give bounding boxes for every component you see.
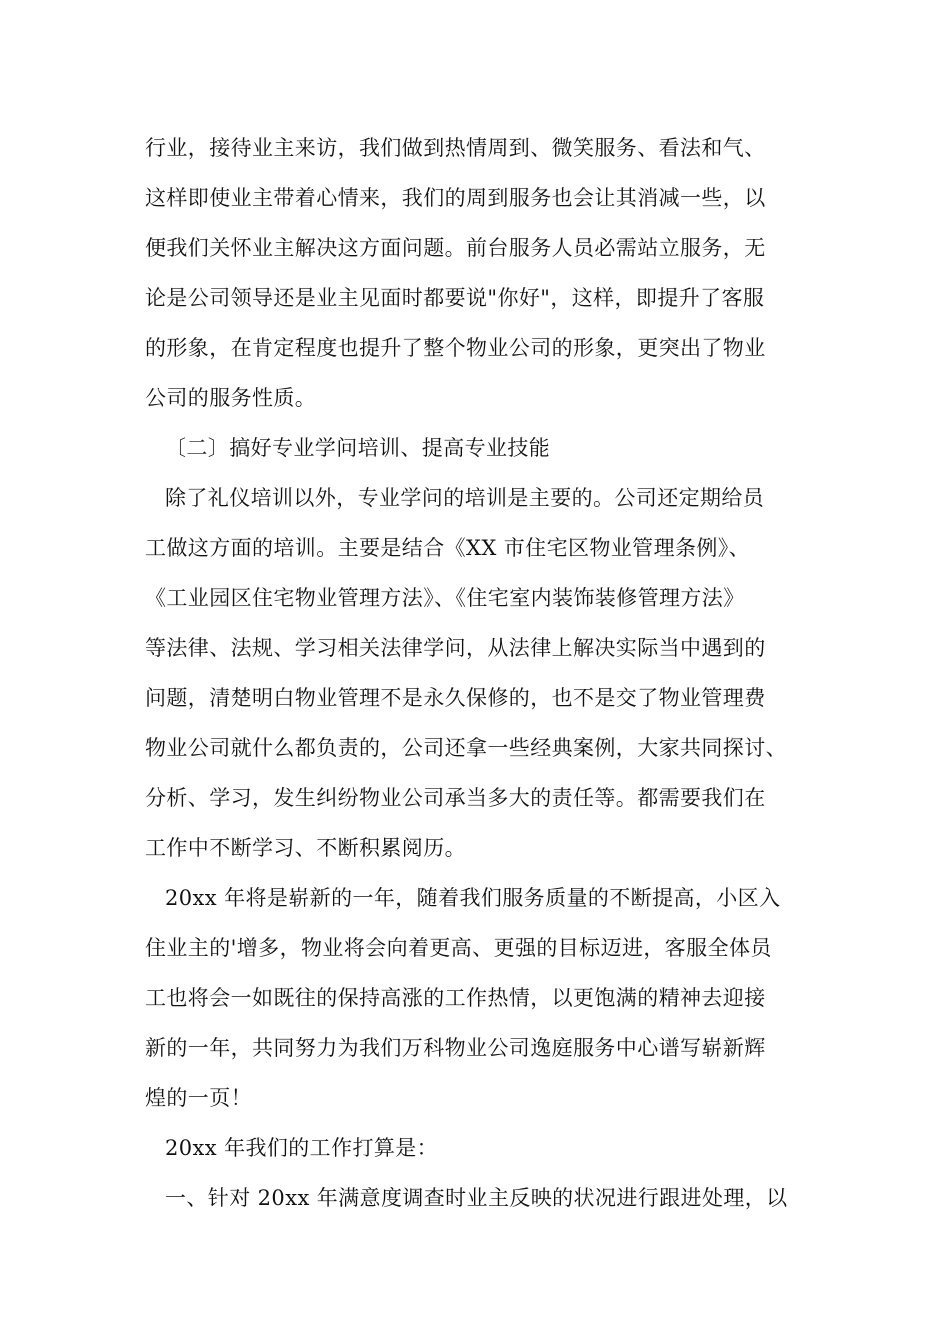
text-line: 公司的服务性质。 [145,386,317,410]
text-line: 新的一年，共同努力为我们万科物业公司逸庭服务中心谱写崭新辉 [145,1036,766,1060]
text-line: 工作中不断学习、不断积累阅历。 [145,836,466,860]
text-line: 住业主的'增多，物业将会向着更高、更强的目标迈进，客服全体员 [145,936,772,960]
text-line: 工做这方面的培训。主要是结合《XX 市住宅区物业管理条例》、 [145,536,751,560]
text-line: 的形象，在肯定程度也提升了整个物业公司的形象，更突出了物业 [145,336,766,360]
text-line: 工也将会一如既往的保持高涨的工作热情，以更饱满的精神去迎接 [145,986,766,1010]
text-line: 20xx 年将是崭新的一年，随着我们服务质量的不断提高，小区入 [165,886,781,910]
text-line: 一、针对 20xx 年满意度调查时业主反映的状况进行跟进处理，以 [165,1186,788,1210]
text-line: 便我们关怀业主解决这方面问题。前台服务人员必需站立服务，无 [145,236,766,260]
text-line: 物业公司就什么都负责的，公司还拿一些经典案例，大家共同探讨、 [145,736,787,760]
text-line: 等法律、法规、学习相关法律学问，从法律上解决实际当中遇到的 [145,636,766,660]
text-line: 煌的一页！ [145,1086,252,1110]
text-line: 20xx 年我们的工作打算是： [165,1136,439,1160]
text-line: 这样即使业主带着心情来，我们的周到服务也会让其消减一些，以 [145,186,766,210]
text-line: 《工业园区住宅物业管理方法》、《住宅室内装饰装修管理方法》 [145,586,745,610]
text-line: 除了礼仪培训以外，专业学问的培训是主要的。公司还定期给员 [165,486,765,510]
text-line: 行业，接待业主来访，我们做到热情周到、微笑服务、看法和气、 [145,136,766,160]
text-line: 问题，清楚明白物业管理不是永久保修的，也不是交了物业管理费 [145,686,766,710]
section-heading: 〔二〕搞好专业学问培训、提高专业技能 [165,436,551,460]
text-line: 分析、学习，发生纠纷物业公司承当多大的责任等。都需要我们在 [145,786,766,810]
text-line: 论是公司领导还是业主见面时都要说"你好"，这样，即提升了客服 [145,286,765,310]
